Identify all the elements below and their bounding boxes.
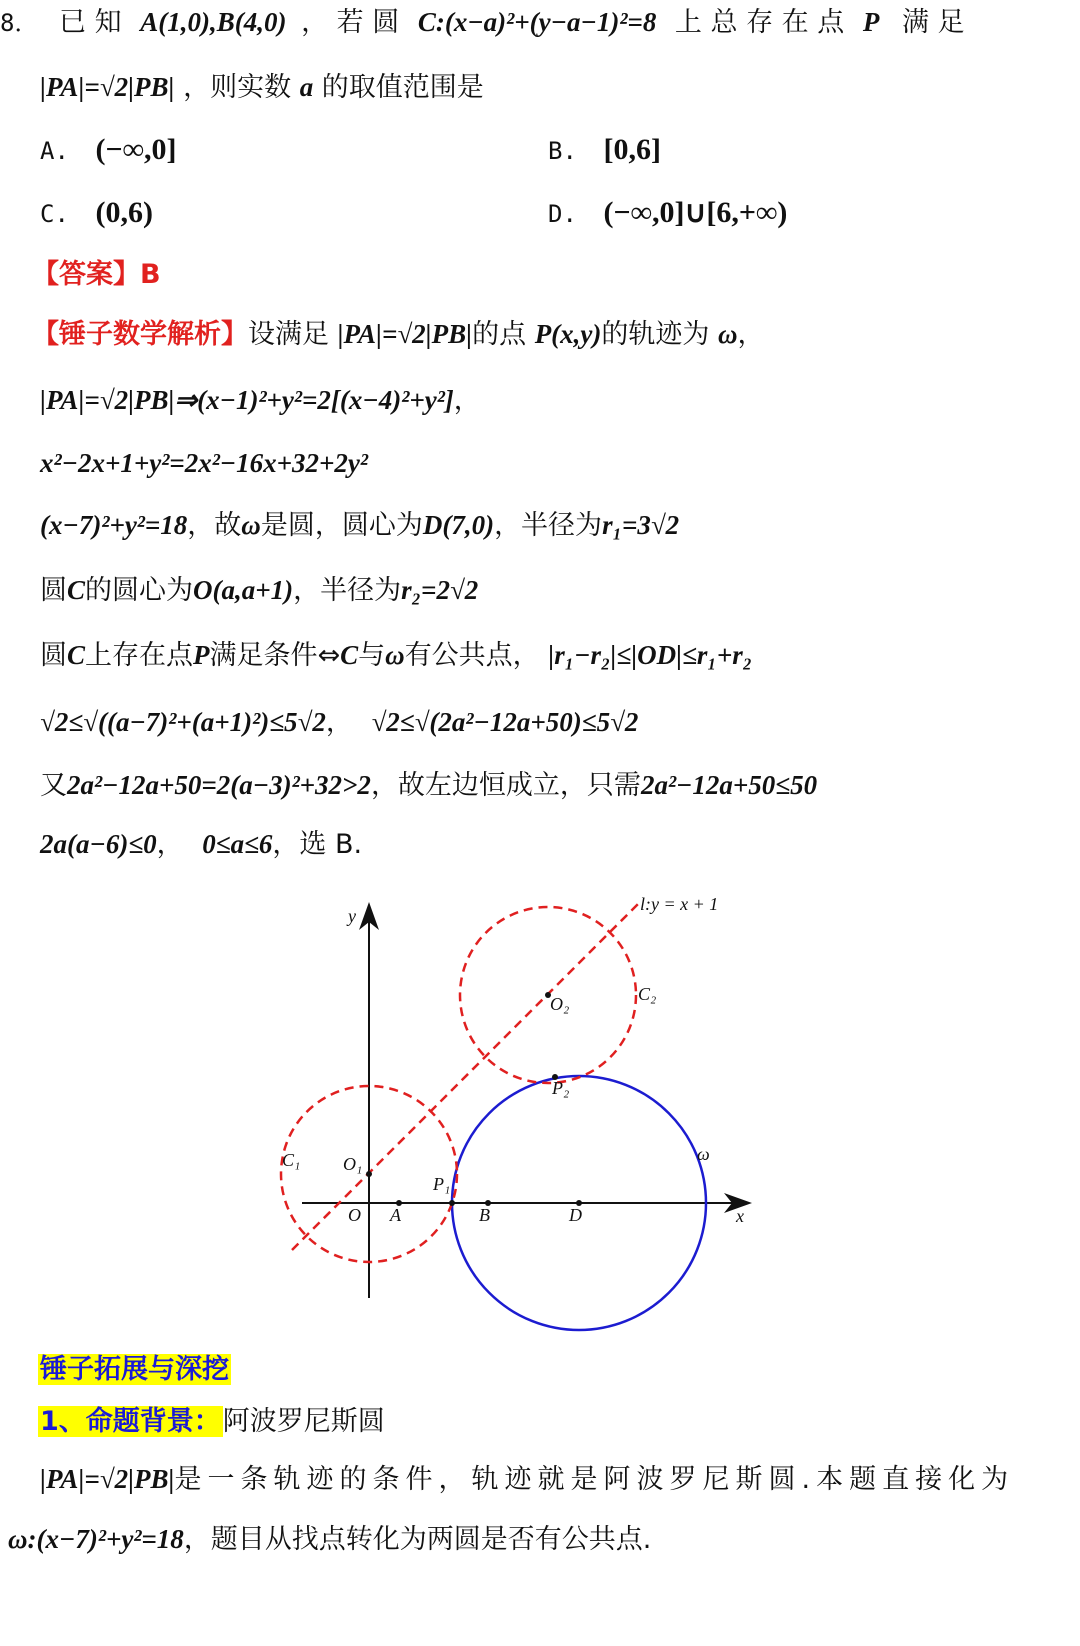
extension-text: ，题目从找点转化为两圆是否有公共点. <box>183 1524 652 1555</box>
question-text: 已 知 <box>59 7 122 38</box>
extension-item-line <box>38 1402 385 1442</box>
analysis-text: ， <box>453 385 481 416</box>
analysis-text: 的圆心为 <box>85 575 194 606</box>
question-text: ，则实数 <box>183 72 292 103</box>
analysis-line-9 <box>40 824 362 865</box>
analysis-text: 的轨迹为 <box>601 319 710 350</box>
analysis-text: 圆 <box>40 640 67 671</box>
extension-paragraph-1 <box>40 1459 1014 1500</box>
analysis-text: ，选 B. <box>272 829 363 860</box>
x-axis-label: x <box>736 1206 744 1226</box>
point-d: D(7,0) <box>422 510 495 540</box>
analysis-line-3 <box>40 443 368 484</box>
option-c <box>40 193 153 234</box>
radius-r1: r₁=3√2 <box>602 510 680 540</box>
y-axis-label: y <box>348 906 356 926</box>
question-stem-line2 <box>40 67 484 108</box>
o2-label: O₂ <box>550 994 570 1014</box>
point-p1-dot <box>449 1200 455 1206</box>
point-p: P <box>193 640 210 670</box>
radius-r2: r₂=2√2 <box>401 575 479 605</box>
inequality: √2≤√((a−7)²+(a+1)²)≤5√2 <box>40 707 326 737</box>
option-d-label: D. <box>548 200 577 228</box>
analysis-line-4 <box>40 505 679 546</box>
analysis-text: ， <box>156 829 184 860</box>
extension-title-line <box>38 1350 231 1390</box>
variable-a: a <box>299 72 314 102</box>
option-b <box>548 130 661 171</box>
question-stem-line1 <box>0 2 1080 43</box>
condition-expression: |PA|=√2|PB| <box>40 72 175 102</box>
option-c-value: (0,6) <box>95 196 153 229</box>
analysis-text: ，半径为 <box>293 575 402 606</box>
p1-label: P₁ <box>433 1174 451 1194</box>
analysis-line-6 <box>40 635 752 676</box>
equation: 2a²−12a+50=2(a−3)²+32>2 <box>67 770 371 800</box>
option-d <box>548 193 787 234</box>
option-b-label: B. <box>548 137 577 165</box>
condition-expression: |PA|=√2|PB| <box>337 319 473 349</box>
analysis-text: 满足条件⇔ <box>209 640 341 671</box>
option-b-value: [0,6] <box>603 133 661 166</box>
b-label: B <box>479 1205 490 1225</box>
question-text: 满 足 <box>901 7 965 38</box>
condition-expression: |PA|=√2|PB| <box>40 1464 175 1494</box>
points-expression: A(1,0),B(4,0) <box>140 7 287 37</box>
point-p-xy: P(x,y) <box>534 319 602 349</box>
extension-item-value: 阿波罗尼斯圆 <box>222 1406 385 1437</box>
omega-equation: ω:(x−7)²+y²=18 <box>8 1524 184 1554</box>
option-a-label: A. <box>40 137 69 165</box>
inequality: 2a²−12a+50≤50 <box>640 770 818 800</box>
analysis-text: ，半径为 <box>494 510 603 541</box>
p2-label: P₂ <box>552 1078 570 1098</box>
point-p: P <box>862 7 880 37</box>
analysis-line-2 <box>40 380 481 421</box>
analysis-line-5 <box>40 570 478 611</box>
analysis-text: 设满足 <box>248 319 329 350</box>
a-label: A <box>390 1205 401 1225</box>
extension-title: 锤子拓展与深挖 <box>40 1354 229 1385</box>
equation: (x−7)²+y²=18 <box>40 510 188 540</box>
question-text: ， 若 圆 <box>301 7 400 38</box>
analysis-text: ，故 <box>187 510 242 541</box>
result: 0≤a≤6 <box>202 829 273 859</box>
analysis-line-1 <box>32 314 765 355</box>
option-c-label: C. <box>40 200 69 228</box>
extension-text: 是一条轨迹的条件，轨迹就是阿波罗尼斯圆.本题直接化为 <box>174 1464 1015 1495</box>
equation: |PA|=√2|PB|⇒(x−1)²+y²=2[(x−4)²+y²] <box>40 385 454 415</box>
geometry-diagram <box>270 880 770 1340</box>
omega-symbol: ω <box>241 510 261 540</box>
analysis-line-7 <box>40 702 638 743</box>
answer-label: 【答案】 <box>32 259 140 290</box>
omega-symbol: ω <box>718 319 738 349</box>
circle-c: C <box>67 575 86 605</box>
question-number: 8． <box>0 9 39 37</box>
point-o1-dot <box>366 1171 372 1177</box>
option-a-value: (−∞,0] <box>95 133 177 166</box>
analysis-text: ，故左边恒成立，只需 <box>370 770 641 801</box>
analysis-text: 是圆，圆心为 <box>260 510 423 541</box>
c2-label: C₂ <box>638 984 657 1004</box>
analysis-text: 又 <box>40 770 67 801</box>
equation: x²−2x+1+y²=2x²−16x+32+2y² <box>40 448 368 478</box>
analysis-label: 【锤子数学解析】 <box>32 319 248 350</box>
circle-c: C <box>340 640 359 670</box>
line-label: l:y = x + 1 <box>640 894 719 914</box>
circle-c: C <box>67 640 86 670</box>
o1-label: O₁ <box>343 1154 363 1174</box>
analysis-line-8 <box>40 765 817 806</box>
omega-label: ω <box>697 1144 710 1164</box>
analysis-text: 的点 <box>472 319 527 350</box>
analysis-text: 上存在点 <box>85 640 194 671</box>
center-o: O(a,a+1) <box>193 575 294 605</box>
d-label: D <box>569 1205 582 1225</box>
origin-label: O <box>348 1205 361 1225</box>
analysis-text: ， <box>325 707 353 738</box>
circle-equation: C:(x−a)²+(y−a−1)²=8 <box>417 7 657 37</box>
question-text: 上 总 存 在 点 <box>674 7 845 38</box>
answer-value: B <box>140 259 161 290</box>
extension-paragraph-2 <box>8 1519 651 1560</box>
analysis-text: 有公共点， <box>404 640 540 671</box>
question-text: 的取值范围是 <box>321 72 484 103</box>
extension-item-label: 1、命题背景： <box>40 1406 221 1437</box>
analysis-text: ， <box>737 319 765 350</box>
analysis-text: 与 <box>358 640 386 671</box>
inequality: |r₁−r₂|≤|OD|≤r₁+r₂ <box>548 640 753 670</box>
answer-line <box>32 255 161 295</box>
c1-label: C₁ <box>282 1150 301 1170</box>
inequality: √2≤√(2a²−12a+50)≤5√2 <box>371 707 639 737</box>
analysis-text: 圆 <box>40 575 67 606</box>
omega-symbol: ω <box>385 640 405 670</box>
option-a <box>40 130 176 171</box>
inequality: 2a(a−6)≤0 <box>40 829 157 859</box>
option-d-value: (−∞,0]∪[6,+∞) <box>603 196 788 229</box>
